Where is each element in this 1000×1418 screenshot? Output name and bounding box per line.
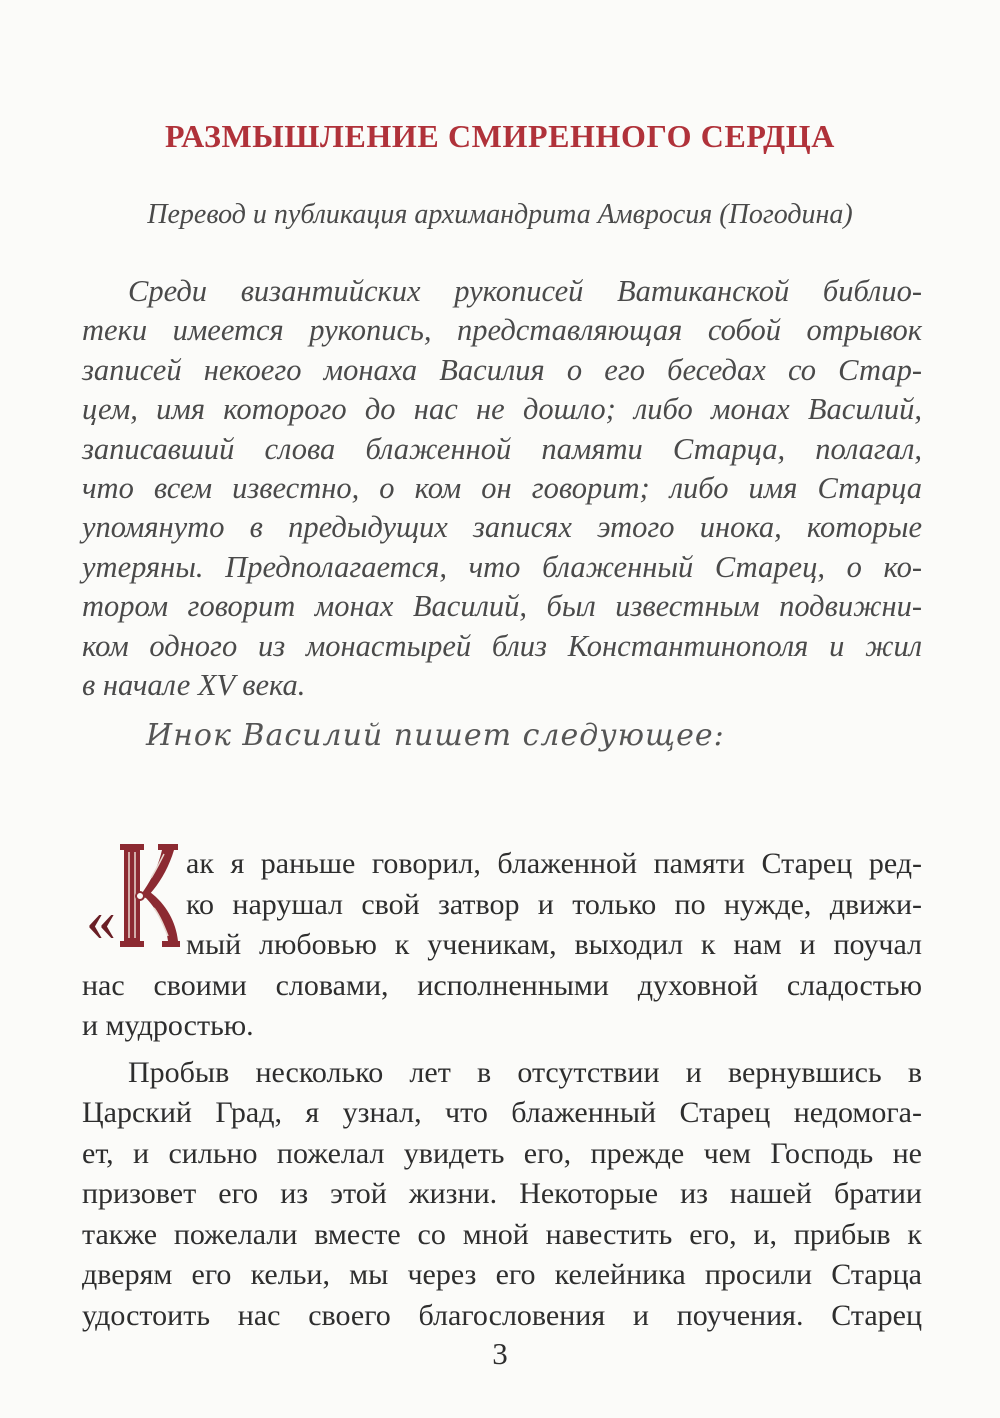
- intro-line: записей некоего монаха Василия о его беседах со Стар-: [82, 352, 922, 387]
- opening-quote: «: [86, 887, 116, 953]
- body-line: Пробыв несколько лет в отсутствии и вернувшись в: [128, 1055, 922, 1089]
- intro-line: цем, имя которого до нас не дошло; либо монах Василий,: [82, 392, 922, 427]
- body-line: мый любовью к ученикам, выходил к нам и поучал: [186, 928, 922, 961]
- body-line: ет, и сильно пожелал увидеть его, прежде чем Господь не: [82, 1136, 922, 1170]
- intro-line: Среди византийских рукописей Ватиканской библио-: [128, 274, 922, 308]
- script-heading: Инок Василий пишет следующее:: [146, 718, 725, 753]
- body-line: ак я раньше говорил, блаженной памяти Старец ред-: [186, 847, 922, 880]
- intro-line: ком одного из монастырей близ Константинополя и жил: [82, 628, 922, 663]
- intro-paragraph: [82, 272, 922, 705]
- body-line: дверям его кельи, мы через его келейника просили Старца: [82, 1258, 922, 1291]
- intro-line: теки имеется рукопись, представляющая собой отрывок: [82, 313, 922, 348]
- page-number: 3: [492, 1336, 508, 1371]
- chapter-title: РАЗМЫШЛЕНИЕ СМИРЕННОГО СЕРДЦА: [165, 118, 835, 154]
- body-line: также пожелали вместе со мной навестить его, и, прибыв к: [82, 1217, 922, 1251]
- body-line: ко нарушал свой затвор и только по нужде, движи-: [186, 887, 922, 921]
- body-line: нас своими словами, исполненными духовной сладостью: [82, 968, 922, 1002]
- body-paragraphs: [82, 844, 922, 1336]
- intro-line: записавший слова блаженной памяти Старца, полагал,: [82, 431, 922, 466]
- intro-line: в начале XV века.: [82, 668, 306, 703]
- body-line: удостоить нас своего благословения и поучения. Старец: [82, 1298, 922, 1332]
- body-line: и мудростью.: [82, 1009, 254, 1042]
- intro-line: что всем известно, о ком он говорит; либо имя Старца: [82, 471, 922, 506]
- intro-line: утеряны. Предполагается, что блаженный Старец, о ко-: [82, 549, 922, 584]
- intro-line: упомянуто в предыдущих записях этого инока, которые: [82, 510, 922, 545]
- body-line: Царский Град, я узнал, что блаженный Старец недомога-: [82, 1096, 922, 1129]
- body-line: призовет его из этой жизни. Некоторые из нашей братии: [82, 1177, 922, 1210]
- intro-line: тором говорит монах Василий, был известным подвижни-: [82, 589, 922, 624]
- chapter-subtitle: Перевод и публикация архимандрита Амвросия (Погодина): [147, 199, 853, 230]
